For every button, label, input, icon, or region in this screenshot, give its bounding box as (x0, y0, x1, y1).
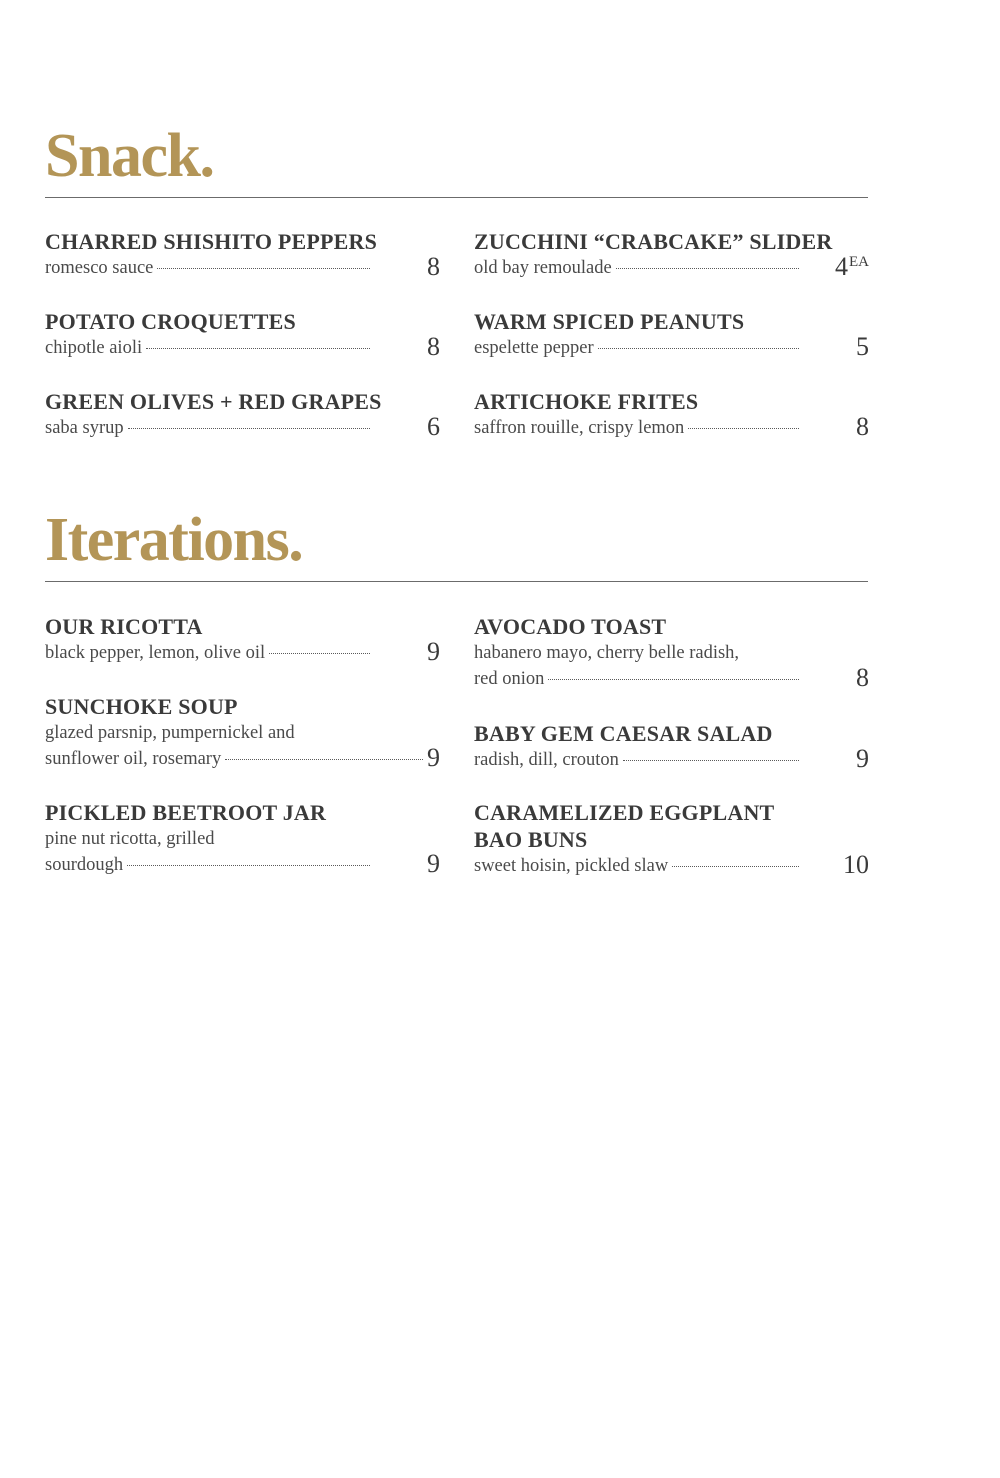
item-description-line: sunflower oil, rosemary (45, 749, 222, 769)
item-price: 8 (856, 663, 869, 692)
snack-section (45, 122, 868, 198)
item-price: 9 (856, 744, 869, 773)
item-price: 9 (427, 849, 440, 878)
item-description-line: espelette pepper (474, 338, 594, 358)
item-description-line: chipotle aioli (45, 338, 143, 358)
menu-item (474, 388, 869, 441)
item-description-line: pine nut ricotta, grilled (45, 829, 215, 849)
dot-leader (269, 653, 370, 654)
item-description-line: red onion (474, 669, 545, 689)
item-price-value: 4 (835, 252, 848, 281)
menu-item (45, 613, 440, 666)
item-description (45, 720, 423, 772)
item-name: GREEN OLIVES + RED GRAPES (45, 389, 382, 414)
item-name: SUNCHOKE SOUP (45, 694, 238, 719)
menu-item (474, 799, 869, 879)
item-description (45, 826, 370, 878)
dot-leader (623, 760, 799, 761)
dot-leader (548, 679, 799, 680)
menu-item (474, 228, 869, 281)
item-price: 8 (856, 412, 869, 441)
item-description (474, 415, 799, 441)
item-price: 9 (427, 743, 440, 772)
dot-leader (146, 348, 370, 349)
menu-item (45, 228, 440, 281)
item-description-line: black pepper, lemon, olive oil (45, 643, 266, 663)
menu-item (474, 720, 869, 773)
item-name: ZUCCHINI “CRABCAKE” SLIDER (474, 229, 833, 254)
item-price: 10 (843, 850, 869, 879)
item-price: 9 (427, 637, 440, 666)
menu-item (45, 693, 440, 772)
item-description-line: sweet hoisin, pickled slaw (474, 856, 669, 876)
item-description (45, 415, 370, 441)
menu-item (474, 613, 869, 692)
item-price: 8 (427, 332, 440, 361)
section-divider (45, 581, 868, 582)
item-name: PICKLED BEETROOT JAR (45, 800, 327, 825)
item-description-line: habanero mayo, cherry belle radish, (474, 643, 740, 663)
item-description-line: glazed parsnip, pumpernickel and (45, 723, 295, 743)
item-description (474, 853, 799, 879)
section-title: Snack. (45, 122, 214, 190)
item-name: BABY GEM CAESAR SALAD (474, 721, 773, 746)
menu-item (45, 308, 440, 361)
item-name: AVOCADO TOAST (474, 614, 667, 639)
item-description (474, 335, 799, 361)
menu-item (45, 799, 440, 878)
item-description-line: romesco sauce (45, 258, 154, 278)
item-description-line: saffron rouille, crispy lemon (474, 418, 685, 438)
item-description (474, 747, 799, 773)
item-price: 6 (427, 412, 440, 441)
item-name: CHARRED SHISHITO PEPPERS (45, 229, 378, 254)
item-name-line: BAO BUNS (474, 827, 588, 852)
item-description-line: radish, dill, crouton (474, 750, 619, 770)
dot-leader (157, 268, 370, 269)
item-name-line: CARAMELIZED EGGPLANT (474, 800, 775, 825)
dot-leader (127, 865, 370, 866)
menu-item (45, 388, 440, 441)
item-name: WARM SPICED PEANUTS (474, 309, 745, 334)
dot-leader (688, 428, 799, 429)
item-description (474, 255, 799, 281)
item-description (45, 640, 370, 666)
dot-leader (128, 428, 370, 429)
dot-leader (598, 348, 799, 349)
iterations-section (45, 506, 868, 582)
item-description-line: sourdough (45, 855, 124, 875)
item-name: OUR RICOTTA (45, 614, 203, 639)
item-description-line: old bay remoulade (474, 258, 612, 278)
dot-leader (616, 268, 799, 269)
item-description (45, 335, 370, 361)
section-title: Iterations. (45, 506, 303, 574)
item-price: 5 (856, 332, 869, 361)
item-price (835, 249, 869, 280)
item-name: ARTICHOKE FRITES (474, 389, 699, 414)
item-description-line: saba syrup (45, 418, 124, 438)
dot-leader (672, 866, 799, 867)
item-description (474, 640, 799, 692)
section-divider (45, 197, 868, 198)
item-description (45, 255, 370, 281)
menu-item (474, 308, 869, 361)
dot-leader (225, 759, 423, 760)
item-name: POTATO CROQUETTES (45, 309, 296, 334)
item-price-suffix: EA (849, 254, 869, 270)
item-price: 8 (427, 252, 440, 281)
